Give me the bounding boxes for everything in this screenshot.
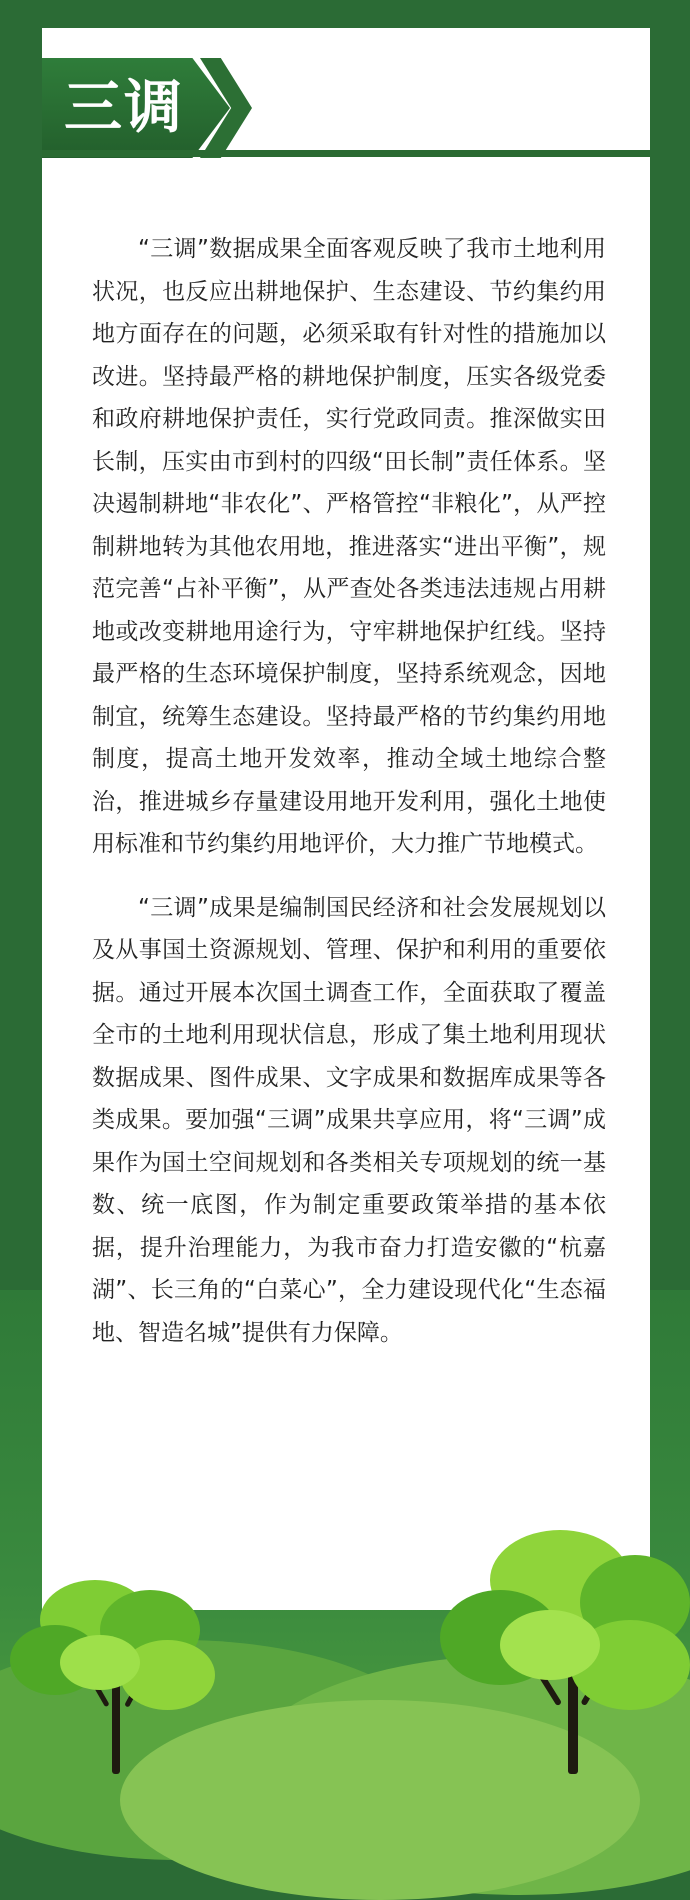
paragraph-2: “三调”成果是编制国民经济和社会发展规划以及从事国土资源规划、管理、保护和利用的重要依据。通过开展本次国土调查工作，全面获取了覆盖全市的土地利用现状信息，形成了集土地利用现状数据成果、图件成果、文字成果和数据库成果等各类成果。要加强“三调”成果共享应用，将“三调”成果作为国土空间规划和各类相关专项规划的统一基数、统一底图，作为制定重要政策举措的基本依据，提升治理能力，为我市奋力打造安徽的“杭嘉湖”、长三角的“白菜心”，全力建设现代化“生态福地、智造名城”提供有力保障。 xyxy=(92,894,606,1346)
tree-right-icon xyxy=(440,1530,690,1774)
article-body xyxy=(92,228,606,1354)
tree-left-icon xyxy=(0,1580,220,1774)
banner-underline xyxy=(42,150,650,157)
page-title: 三调 xyxy=(64,73,185,141)
paragraph-1: “三调”数据成果全面客观反映了我市土地利用状况，也反应出耕地保护、生态建设、节约集约用地方面存在的问题，必须采取有针对性的措施加以改进。坚持最严格的耕地保护制度，压实各级党委和政府耕地保护责任，实行党政同责。推深做实田长制，压实由市到村的四级“田长制”责任体系。坚决遏制耕地“非农化”、严格管控“非粮化”，从严控制耕地转为其他农用地，推进落实“进出平衡”，规范完善“占补平衡”，从严查处各类违法违规占用耕地或改变耕地用途行为，守牢耕地保护红线。坚持最严格的生态环境保护制度，坚持系统观念，因地制宜，统筹生态建设。坚持最严格的节约集约用地制度，提高土地开发效率，推动全域土地综合整治，推进城乡存量建设用地开发利用，强化土地使用标准和节约集约用地评价，大力推广节地模式。 xyxy=(92,236,606,857)
